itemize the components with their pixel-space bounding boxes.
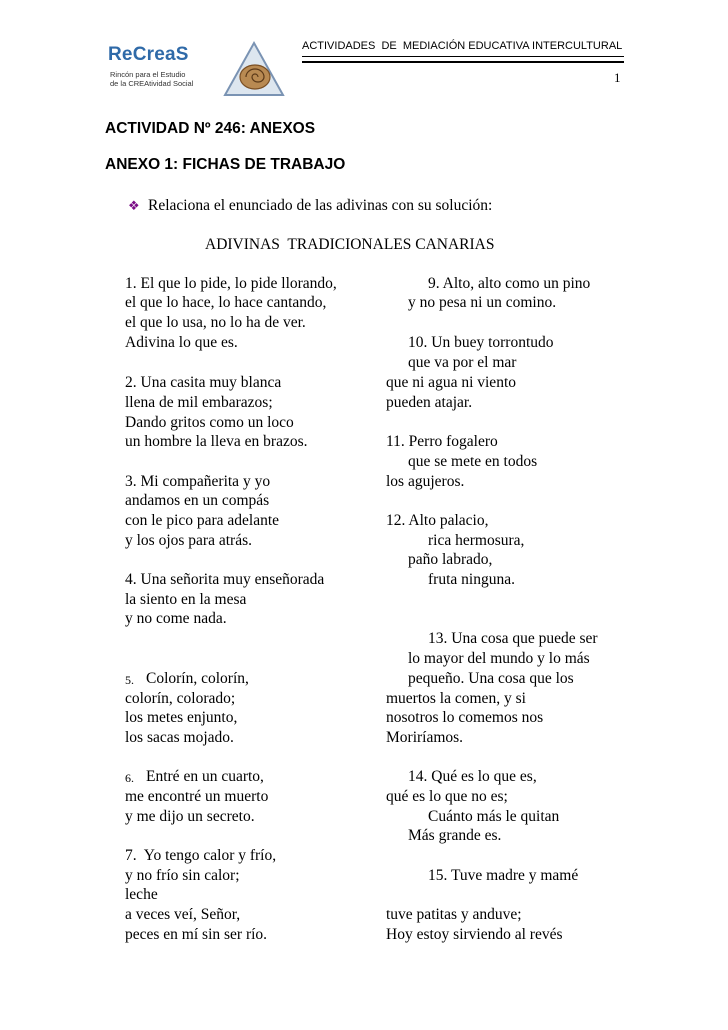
activity-title: ACTIVIDAD Nº 246: ANEXOS	[105, 120, 316, 137]
riddle-line: 2. Una casita muy blanca	[125, 374, 282, 391]
riddle-line: y no frío sin calor;	[125, 867, 240, 884]
riddle-line: 13. Una cosa que puede ser	[428, 630, 598, 647]
section-title: ADIVINAS TRADICIONALES CANARIAS	[205, 236, 495, 253]
riddle-line: Adivina lo que es.	[125, 334, 238, 351]
riddle-line: y me dijo un secreto.	[125, 808, 255, 825]
riddle-line: pequeño. Una cosa que los	[408, 670, 574, 687]
page-number: 1	[614, 70, 621, 85]
annex-title: ANEXO 1: FICHAS DE TRABAJO	[105, 156, 346, 173]
riddle-line: los metes enjunto,	[125, 709, 238, 726]
triangle-shell-logo-icon	[222, 40, 286, 98]
riddle-line: pueden atajar.	[386, 394, 473, 411]
riddle-line: Más grande es.	[408, 827, 502, 844]
riddle-line: rica hermosura,	[428, 532, 525, 549]
riddle-line: andamos en un compás	[125, 492, 270, 509]
riddle-line: llena de mil embarazos;	[125, 394, 273, 411]
riddle-line: 3. Mi compañerita y yo	[125, 473, 271, 490]
riddle-line: Dando gritos como un loco	[125, 414, 294, 431]
riddle-line: que va por el mar	[408, 354, 517, 371]
riddle-line: a veces veí, Señor,	[125, 906, 241, 923]
riddle-line: paño labrado,	[408, 551, 493, 568]
riddle-line: y los ojos para atrás.	[125, 532, 252, 549]
riddle-line: peces en mí sin ser río.	[125, 926, 268, 943]
riddle-line: tuve patitas y anduve;	[386, 906, 522, 923]
riddle-line: lo mayor del mundo y lo más	[408, 650, 590, 667]
riddle-line: 7. Yo tengo calor y frío,	[125, 847, 277, 864]
header-rule	[302, 56, 624, 57]
instruction-text: Relaciona el enunciado de las adivinas con su solución:	[148, 197, 493, 214]
riddle-line: 1. El que lo pide, lo pide llorando,	[125, 275, 337, 292]
riddle-line: 4. Una señorita muy enseñorada	[125, 571, 325, 588]
riddle-line: 15. Tuve madre y mamé	[428, 867, 579, 884]
riddle-number: 5.	[125, 673, 134, 687]
riddle-line: la siento en la mesa	[125, 591, 247, 608]
riddle-line: 11. Perro fogalero	[386, 433, 498, 450]
riddle-line: un hombre la lleva en brazos.	[125, 433, 308, 450]
riddle-line: que se mete en todos	[408, 453, 538, 470]
logo-wordmark: ReCreaS	[108, 44, 189, 65]
riddle-line: 14. Qué es lo que es,	[408, 768, 537, 785]
riddle-line: que ni agua ni viento	[386, 374, 516, 391]
riddle-line: el que lo hace, lo hace cantando,	[125, 294, 327, 311]
riddle-line: los sacas mojado.	[125, 729, 234, 746]
logo-tagline-2: de la CREAtividad Social	[110, 79, 194, 88]
riddle-number: 6.	[125, 771, 134, 785]
header-title: ACTIVIDADES DE MEDIACIÓN EDUCATIVA INTERCULTURAL	[302, 40, 623, 52]
riddle-line: y no come nada.	[125, 610, 227, 627]
riddle-line: 10. Un buey torrontudo	[408, 334, 554, 351]
riddle-line: Hoy estoy sirviendo al revés	[386, 926, 563, 943]
riddle-line: con le pico para adelante	[125, 512, 280, 529]
riddle-line: el que lo usa, no lo ha de ver.	[125, 314, 306, 331]
riddle-line: los agujeros.	[386, 473, 465, 490]
riddle-line: 12. Alto palacio,	[386, 512, 489, 529]
riddle-line: muertos la comen, y si	[386, 690, 526, 707]
riddle-line: 9. Alto, alto como un pino	[428, 275, 591, 292]
riddle-line: Cuánto más le quitan	[428, 808, 560, 825]
riddle-line: y no pesa ni un comino.	[408, 294, 557, 311]
riddle-line: qué es lo que no es;	[386, 788, 508, 805]
riddle-line: fruta ninguna.	[428, 571, 515, 588]
riddle-line: Entré en un cuarto,	[146, 768, 264, 785]
header-rule-thick	[302, 61, 624, 63]
diamond-bullet-icon: ❖	[128, 198, 140, 213]
logo-tagline-1: Rincón para el Estudio	[110, 70, 186, 79]
riddle-line: Moriríamos.	[386, 729, 464, 746]
riddle-line: leche	[125, 886, 158, 903]
riddle-line: nosotros lo comemos nos	[386, 709, 544, 726]
riddle-line: me encontré un muerto	[125, 788, 269, 805]
riddle-line: Colorín, colorín,	[146, 670, 249, 687]
riddle-line: colorín, colorado;	[125, 690, 236, 707]
